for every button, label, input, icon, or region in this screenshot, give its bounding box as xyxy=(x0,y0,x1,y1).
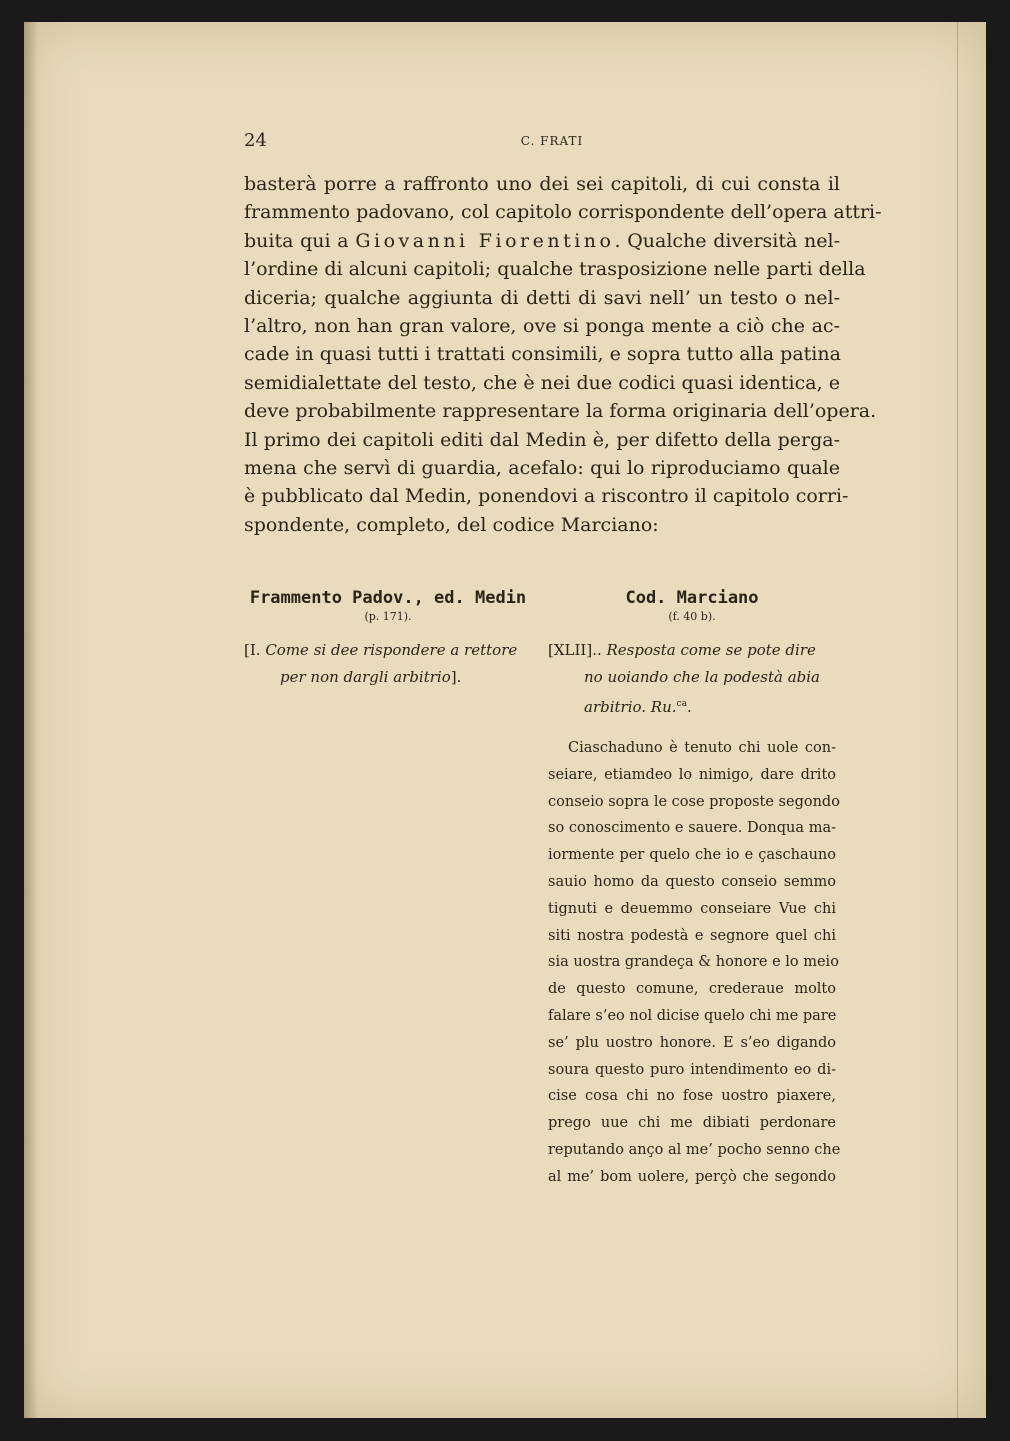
rubric-text: arbitrio. Ru. xyxy=(584,698,677,716)
rubric-text: no uoiando che la podestà abia xyxy=(584,668,821,686)
rubric-close: ]. xyxy=(450,668,462,686)
text-line: reputando anço al me’ pocho senno che xyxy=(548,1141,841,1158)
text-line: basterà porre a raffronto uno dei sei capitoli, di cui consta il xyxy=(244,173,840,195)
text-line: è pubblicato dal Medin, ponendovi a riscontro il capitolo corri- xyxy=(244,485,849,508)
text-line: siti nostra podestà e segnore quel chi xyxy=(548,927,836,944)
chapter-number: [I. xyxy=(244,641,261,659)
right-column-marciano xyxy=(548,588,841,1191)
column-title: Cod. Marciano xyxy=(625,588,759,608)
page-header xyxy=(244,130,860,160)
text-line: spondente, completo, del codice Marciano: xyxy=(244,513,659,536)
text-line: cade in quasi tutti i trattati consimili, e sopra tutto alla patina xyxy=(244,343,841,366)
text-line: se’ plu uostro honore. E s’eo digando xyxy=(548,1034,836,1051)
marciano-text xyxy=(548,735,841,1191)
column-title: Frammento Padov., ed. Medin xyxy=(249,588,527,608)
rubric-text: Resposta come se pote dire xyxy=(606,641,816,659)
text-line: Ciaschaduno è tenuto chi uole con- xyxy=(568,740,836,756)
chapter-number: [XLII].. xyxy=(548,641,602,659)
rubric-text: Come si dee rispondere a rettore xyxy=(265,641,518,659)
author-name-spaced: Giovanni Fiorentino xyxy=(355,229,615,252)
text-line: sauio homo da questo conseio semmo xyxy=(548,873,836,890)
column-reference: (p. 171). xyxy=(364,610,412,623)
body-paragraph xyxy=(244,170,882,539)
text-line: sia uostra grandeça & honore e lo meio xyxy=(548,954,839,971)
text-line: l’altro, non han gran valore, ove si ponga mente a ciò che ac- xyxy=(244,315,840,338)
rubric-close: . xyxy=(686,698,692,716)
text-line: conseio sopra le cose proposte segondo xyxy=(548,793,840,810)
text-line xyxy=(244,227,840,255)
column-reference: (f. 40 b). xyxy=(668,610,716,623)
book-page xyxy=(24,22,986,1418)
text-line: al me’ bom uolere, perçò che segondo xyxy=(548,1168,836,1185)
text-line: soura questo puro intendimento eo di- xyxy=(548,1061,836,1078)
text-line: so conoscimento e sauere. Donqua ma- xyxy=(548,820,836,837)
rubric-text: per non dargli arbitrio xyxy=(280,668,451,686)
text-line: deve probabilmente rappresentare la forma originaria dell’opera. xyxy=(244,400,877,423)
text-fragment: buita qui a xyxy=(244,229,356,252)
chapter-rubric xyxy=(548,637,836,721)
text-line: seiare, etiamdeo lo nimigo, dare drito xyxy=(548,766,836,783)
page-number: 24 xyxy=(244,130,267,151)
left-column-padua-fragment xyxy=(244,588,532,691)
text-line: cise cosa chi no fose uostro piaxere, xyxy=(548,1088,836,1105)
text-fragment: . Qualche diversità nel- xyxy=(614,229,840,252)
rubric-superscript: ca xyxy=(676,699,687,709)
text-line: Il primo dei capitoli editi dal Medin è, per difetto della perga- xyxy=(244,428,840,451)
text-line: iormente per quelo che io e çaschauno xyxy=(548,847,836,864)
text-line: mena che servì di guardia, acefalo: qui lo riproduciamo quale xyxy=(244,457,840,480)
text-line: falare s’eo nol dicise quelo chi me pare xyxy=(548,1007,837,1024)
text-line: frammento padovano, col capitolo corrispondente dell’opera attri- xyxy=(244,201,882,224)
chapter-rubric xyxy=(244,637,532,691)
text-line: semidialettate del testo, che è nei due codici quasi identica, e xyxy=(244,371,840,394)
text-line: prego uue chi me dibiati perdonare xyxy=(548,1115,836,1132)
running-title: C. FRATI xyxy=(520,134,584,148)
text-line: tignuti e deuemmo conseiare Vue chi xyxy=(548,900,836,917)
text-line: l’ordine di alcuni capitoli; qualche trasposizione nelle parti della xyxy=(244,258,866,281)
text-line: diceria; qualche aggiunta di detti di savi nell’ un testo o nel- xyxy=(244,286,840,309)
text-line: de questo comune, crederaue molto xyxy=(548,981,836,998)
